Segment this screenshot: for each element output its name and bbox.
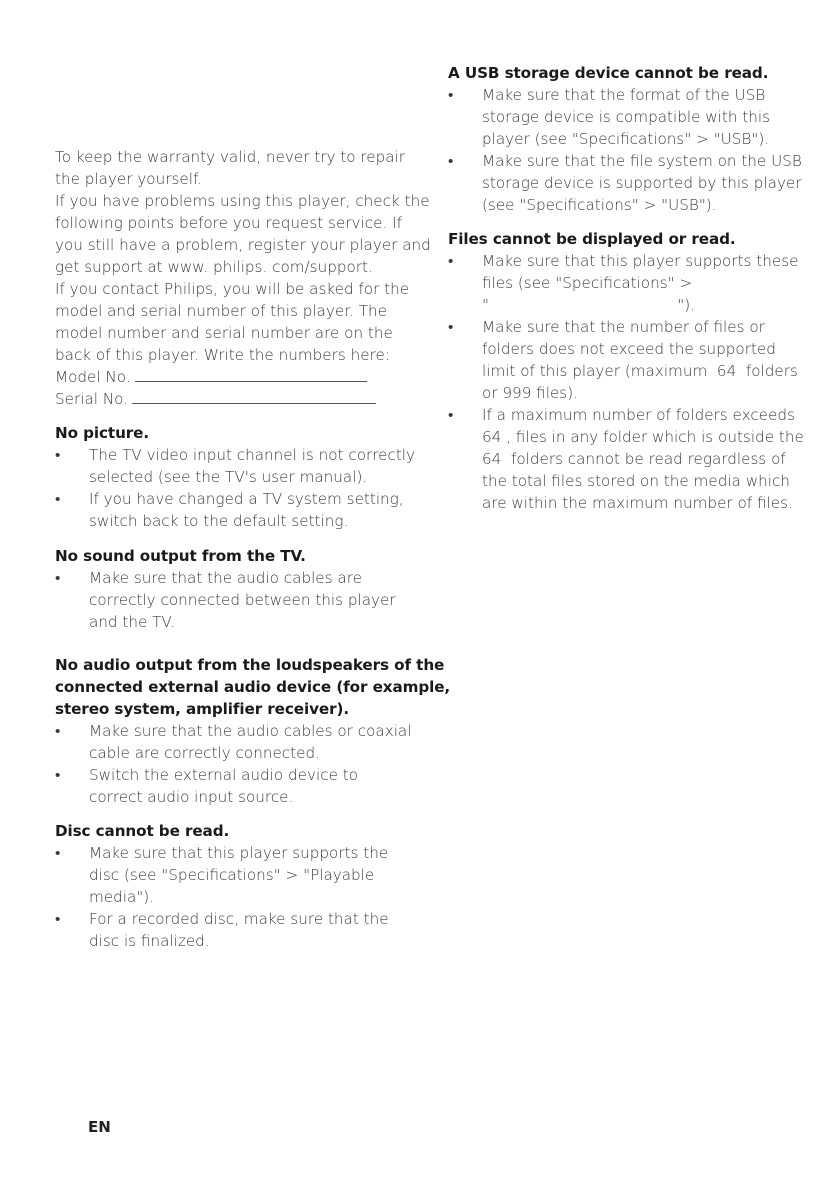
bullet-icon: • bbox=[55, 569, 61, 587]
bullet-icon: • bbox=[55, 766, 61, 784]
intro-line: To keep the warranty valid, never try to repair bbox=[55, 148, 406, 166]
list-item-text: If a maximum number of folders exceeds 64 , files in any folder which is outside the 64 folders cannot be read regardless of the total files stored on the media which are within the maximum number of files. bbox=[482, 406, 804, 512]
bullet-icon: • bbox=[55, 722, 61, 740]
list-item-text: If you have changed a TV system setting, switch back to the default setting. bbox=[89, 490, 404, 530]
heading-usb-cannot-be-read: A USB storage device cannot be read. bbox=[448, 64, 769, 82]
list-item-text: Make sure that the file system on the USB storage device is supported by this player (see "Specifications" > "USB"). bbox=[482, 152, 802, 214]
intro-line: If you have problems using this player, check the bbox=[55, 192, 430, 210]
serial-number-blank-line bbox=[132, 389, 376, 404]
intro-line: model and serial number of this player. The bbox=[55, 302, 387, 320]
intro-line: you still have a problem, register your player and bbox=[55, 236, 431, 254]
bullet-icon: • bbox=[448, 252, 454, 270]
heading-files-cannot-be-read: Files cannot be displayed or read. bbox=[448, 230, 736, 248]
list-item-text: The TV video input channel is not correctly selected (see the TV's user manual). bbox=[89, 446, 416, 486]
list-item-text: Switch the external audio device to correct audio input source. bbox=[89, 766, 358, 806]
heading-no-audio-external: stereo system, amplifier receiver). bbox=[55, 700, 349, 718]
heading-no-sound: No sound output from the TV. bbox=[55, 547, 306, 565]
list-item-text: Make sure that the audio cables are correctly connected between this player and the TV. bbox=[89, 569, 396, 631]
model-number-blank-line bbox=[135, 367, 367, 382]
intro-line: back of this player. Write the numbers here: bbox=[55, 346, 390, 364]
heading-no-audio-external: No audio output from the loudspeakers of the bbox=[55, 656, 445, 674]
intro-line: If you contact Philips, you will be asked for the bbox=[55, 280, 410, 298]
intro-line: following points before you request service. If bbox=[55, 214, 402, 232]
serial-number-label: Serial No. bbox=[55, 390, 129, 408]
list-item-text: Make sure that the audio cables or coaxial cable are correctly connected. bbox=[89, 722, 412, 762]
heading-no-audio-external: connected external audio device (for example, bbox=[55, 678, 451, 696]
heading-disc-cannot-be-read: Disc cannot be read. bbox=[55, 822, 230, 840]
bullet-icon: • bbox=[55, 490, 61, 508]
list-item-text: Make sure that the format of the USB storage device is compatible with this player (see "Specifications" > "USB"). bbox=[482, 86, 771, 148]
bullet-icon: • bbox=[55, 844, 61, 862]
list-item-text: For a recorded disc, make sure that the disc is finalized. bbox=[89, 910, 389, 950]
intro-line: the player yourself. bbox=[55, 170, 203, 188]
list-item-text: Make sure that the number of files or folders does not exceed the supported limit of this player (maximum 64 folders or 999 files). bbox=[482, 318, 798, 402]
serial-number-field bbox=[55, 388, 376, 410]
model-number-field bbox=[55, 366, 367, 388]
bullet-icon: • bbox=[448, 318, 454, 336]
bullet-icon: • bbox=[55, 446, 61, 464]
language-code: EN bbox=[88, 1118, 111, 1136]
bullet-icon: • bbox=[448, 152, 454, 170]
bullet-icon: • bbox=[448, 86, 454, 104]
list-item-text: Make sure that this player supports these files (see "Specifications" > " "). bbox=[482, 252, 799, 314]
intro-line: get support at www. philips. com/support. bbox=[55, 258, 373, 276]
heading-no-picture: No picture. bbox=[55, 424, 150, 442]
bullet-icon: • bbox=[448, 406, 454, 424]
model-number-label: Model No. bbox=[55, 368, 131, 386]
intro-line: model number and serial number are on the bbox=[55, 324, 393, 342]
list-item-text: Make sure that this player supports the disc (see "Specifications" > "Playable media"). bbox=[89, 844, 389, 906]
bullet-icon: • bbox=[55, 910, 61, 928]
